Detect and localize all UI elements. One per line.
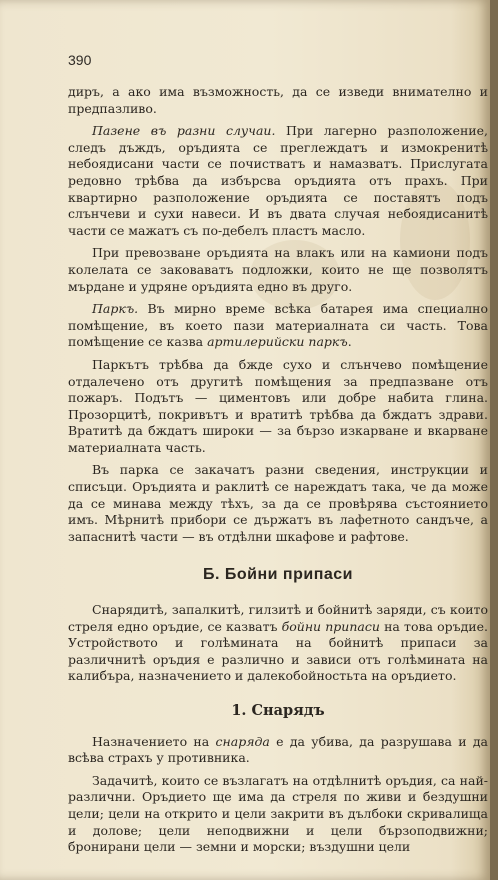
paragraph-park-requirements: Паркътъ трѣбва да бжде сухо и слънчево помѣщение отдалечено отъ другитѣ помѣщения за предпазване отъ пожаръ. Подътъ — циментовъ или добре набита глина. Прозорцитѣ, покривътъ и вратитѣ трѣбва да бждатъ здрави. Вратитѣ да бждатъ широки — за бързо изкарване и вкарване материалната часть. xyxy=(68,356,488,455)
paragraph-projectile-purpose xyxy=(68,734,488,767)
page-number: 390 xyxy=(68,52,92,68)
paragraph-lead: Пазене въ разни случаи. xyxy=(92,123,276,139)
paragraph-text: е да убива, да разрушава и да всѣва страхъ у противника. xyxy=(68,733,488,766)
paragraph-text: При лагерно разположение, следъ дъждъ, оръдията се преглеждатъ и измокренитѣ небоядисани части се почистватъ и намазватъ. Прислугата редовно трѣбва да избърсва оръдията отъ прахъ. При квартирно разположение оръдията се поставятъ подъ слънчеви и сухи навеси. И въ двата случая небоядисанитѣ части се мажатъ съ по-дебелъ пластъ масло. xyxy=(68,123,488,238)
paragraph-park-contents: Въ парка се закачатъ разни сведения, инструкции и списъци. Оръдията и раклитѣ се нареждатъ така, че да може да се минава между тѣхъ, за да се провѣрява състоянието имъ. Мѣрнитѣ прибори се държатъ въ лафетното сандъче, а запаснитѣ части — въ отдѣлни шкафове и рафтове. xyxy=(68,462,488,544)
term-artillery-park: артилерийски паркъ xyxy=(207,334,348,350)
paragraph-park xyxy=(68,301,488,351)
subsection-heading-projectile: 1. Снарядъ xyxy=(231,702,325,719)
paragraph-text: . xyxy=(347,334,352,350)
paragraph-text: на това оръдие. Устройството и голѣмината на бойнитѣ припаси за различнитѣ оръдия е различно и зависи отъ голѣмината на калибъра, назначението и далекобойностьта на оръдието. xyxy=(68,618,488,684)
paragraph-targets: Задачитѣ, които се възлагатъ на отдѣлнитѣ оръдия, са най-различни. Оръдието ще има да стреля по живи и бездушни цели; цели на открито и цели закрити въ дълбоки скривалища и долове; цели неподвижни и цели бързоподвижни; бронирани цели — земни и морски; въздушни цели xyxy=(68,772,488,855)
paragraph-continuation: диръ, а ако има възможность, да се изведи внимателно и предпазливо. xyxy=(68,84,488,116)
paragraph-lead: Паркъ. xyxy=(92,301,139,317)
section-heading-ammunition: Б. Бойни припаси xyxy=(202,566,353,584)
paragraph-storage-cases xyxy=(68,123,488,239)
term-ammunition: бойни припаси xyxy=(281,618,380,634)
paragraph-text: Назначението на xyxy=(92,733,216,749)
term-projectile: снаряда xyxy=(215,733,270,749)
paragraph-text: Въ мирно време всѣка батарея има специално помѣщение, въ което пази материалната си часть. Това помѣщение се казва xyxy=(68,301,488,350)
page-body xyxy=(68,84,488,862)
paragraph-transport: При превозване оръдията на влакъ или на камиони подъ колелата се заковаватъ подложки, които не ще позволятъ мърдане и удряне оръдията едно въ друго. xyxy=(68,245,488,294)
paragraph-ammunition xyxy=(68,602,488,685)
paragraph-text: Снарядитѣ, запалкитѣ, гилзитѣ и бойнитѣ заряди, съ които стреля едно оръдие, се казватъ xyxy=(68,602,488,634)
